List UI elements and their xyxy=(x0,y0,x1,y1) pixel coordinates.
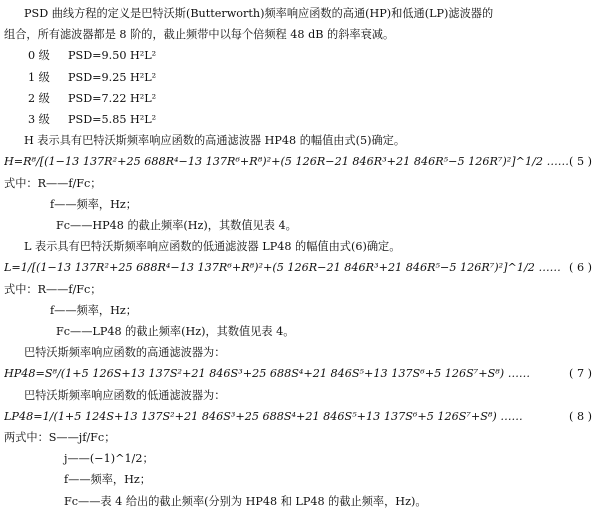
equation-7-number: ( 7 ) xyxy=(569,367,592,381)
cutoff-definition-1: Fc——HP48 的截止频率(Hz)，其数值见表 4。 xyxy=(56,219,297,233)
where-clause-2: 式中：R——f/Fc； xyxy=(4,282,102,296)
highpass-filter-description: 巴特沃斯频率响应函数的高通滤波器为： xyxy=(24,346,226,360)
equation-5-formula: H=R⁸/[(1−13 137R²+25 688R⁴−13 137R⁶+R⁸)²+(5 126R−21 846R³+21 846R⁵−5 126R⁷)²]^1/2 …… xyxy=(4,155,569,169)
grade-list xyxy=(4,45,596,130)
intro-line-1: PSD 曲线方程的定义是巴特沃斯(Butterworth)频率响应函数的高通(HP)和低通(LP)滤波器的 xyxy=(24,7,494,20)
cutoff-definition-2: Fc——LP48 的截止频率(Hz)，其数值见表 4。 xyxy=(56,325,295,339)
grade-level: 1 级 xyxy=(28,70,50,84)
grade-level: 3 级 xyxy=(28,113,50,127)
equation-6-formula: L=1/[(1−13 137R²+25 688R⁴−13 137R⁶+R⁸)²+(5 126R−21 846R³+21 846R⁵−5 126R⁷)²]^1/2 …… xyxy=(4,261,561,275)
equation-6-number: ( 6 ) xyxy=(569,261,592,275)
equation-5-number: ( 5 ) xyxy=(569,155,592,169)
highpass-description: H 表示具有巴特沃斯频率响应函数的高通滤波器 HP48 的幅值由式(5)确定。 xyxy=(24,134,406,148)
grade-row xyxy=(4,67,596,88)
lowpass-description: L 表示具有巴特沃斯频率响应函数的低通滤波器 LP48 的幅值由式(6)确定。 xyxy=(24,240,401,254)
equation-8-number: ( 8 ) xyxy=(569,409,592,423)
intro-line-2: 组合，所有滤波器都是 8 阶的，截止频带中以每个倍频程 48 dB 的斜率衰减。 xyxy=(4,28,395,42)
grade-formula: PSD=7.22 H²L² xyxy=(68,91,157,105)
frequency-definition-1: f——频率，Hz； xyxy=(50,197,137,211)
frequency-definition-3: f——频率，Hz； xyxy=(64,473,151,487)
lowpass-filter-description: 巴特沃斯频率响应函数的低通滤波器为： xyxy=(24,388,226,402)
equation-6 xyxy=(4,257,596,278)
equation-7 xyxy=(4,363,596,384)
grade-level: 2 级 xyxy=(28,91,50,105)
grade-formula: PSD=5.85 H²L² xyxy=(68,113,157,127)
grade-formula: PSD=9.25 H²L² xyxy=(68,70,157,84)
where-clause-3: 两式中：S——jf/Fc； xyxy=(4,431,116,445)
equation-5 xyxy=(4,151,596,172)
frequency-definition-2: f——频率，Hz； xyxy=(50,303,137,317)
cutoff-definition-3: Fc——表 4 给出的截止频率(分别为 HP48 和 LP48 的截止频率，Hz)。 xyxy=(64,494,427,508)
equation-8-formula: LP48=1/(1+5 124S+13 137S²+21 846S³+25 688S⁴+21 846S⁵+13 137S⁶+5 126S⁷+S⁸) …… xyxy=(4,409,523,423)
equation-8 xyxy=(4,406,596,427)
where-clause-1: 式中：R——f/Fc； xyxy=(4,176,102,190)
equation-7-formula: HP48=S⁸/(1+5 126S+13 137S²+21 846S³+25 688S⁴+21 846S⁵+13 137S⁶+5 126S⁷+S⁸) …… xyxy=(4,367,531,381)
grade-formula: PSD=9.50 H²L² xyxy=(68,49,157,63)
grade-level: 0 级 xyxy=(28,49,50,63)
grade-row xyxy=(4,109,596,130)
grade-row xyxy=(4,45,596,66)
grade-row xyxy=(4,88,596,109)
imaginary-unit-definition: j——(−1)^1/2； xyxy=(64,452,154,466)
